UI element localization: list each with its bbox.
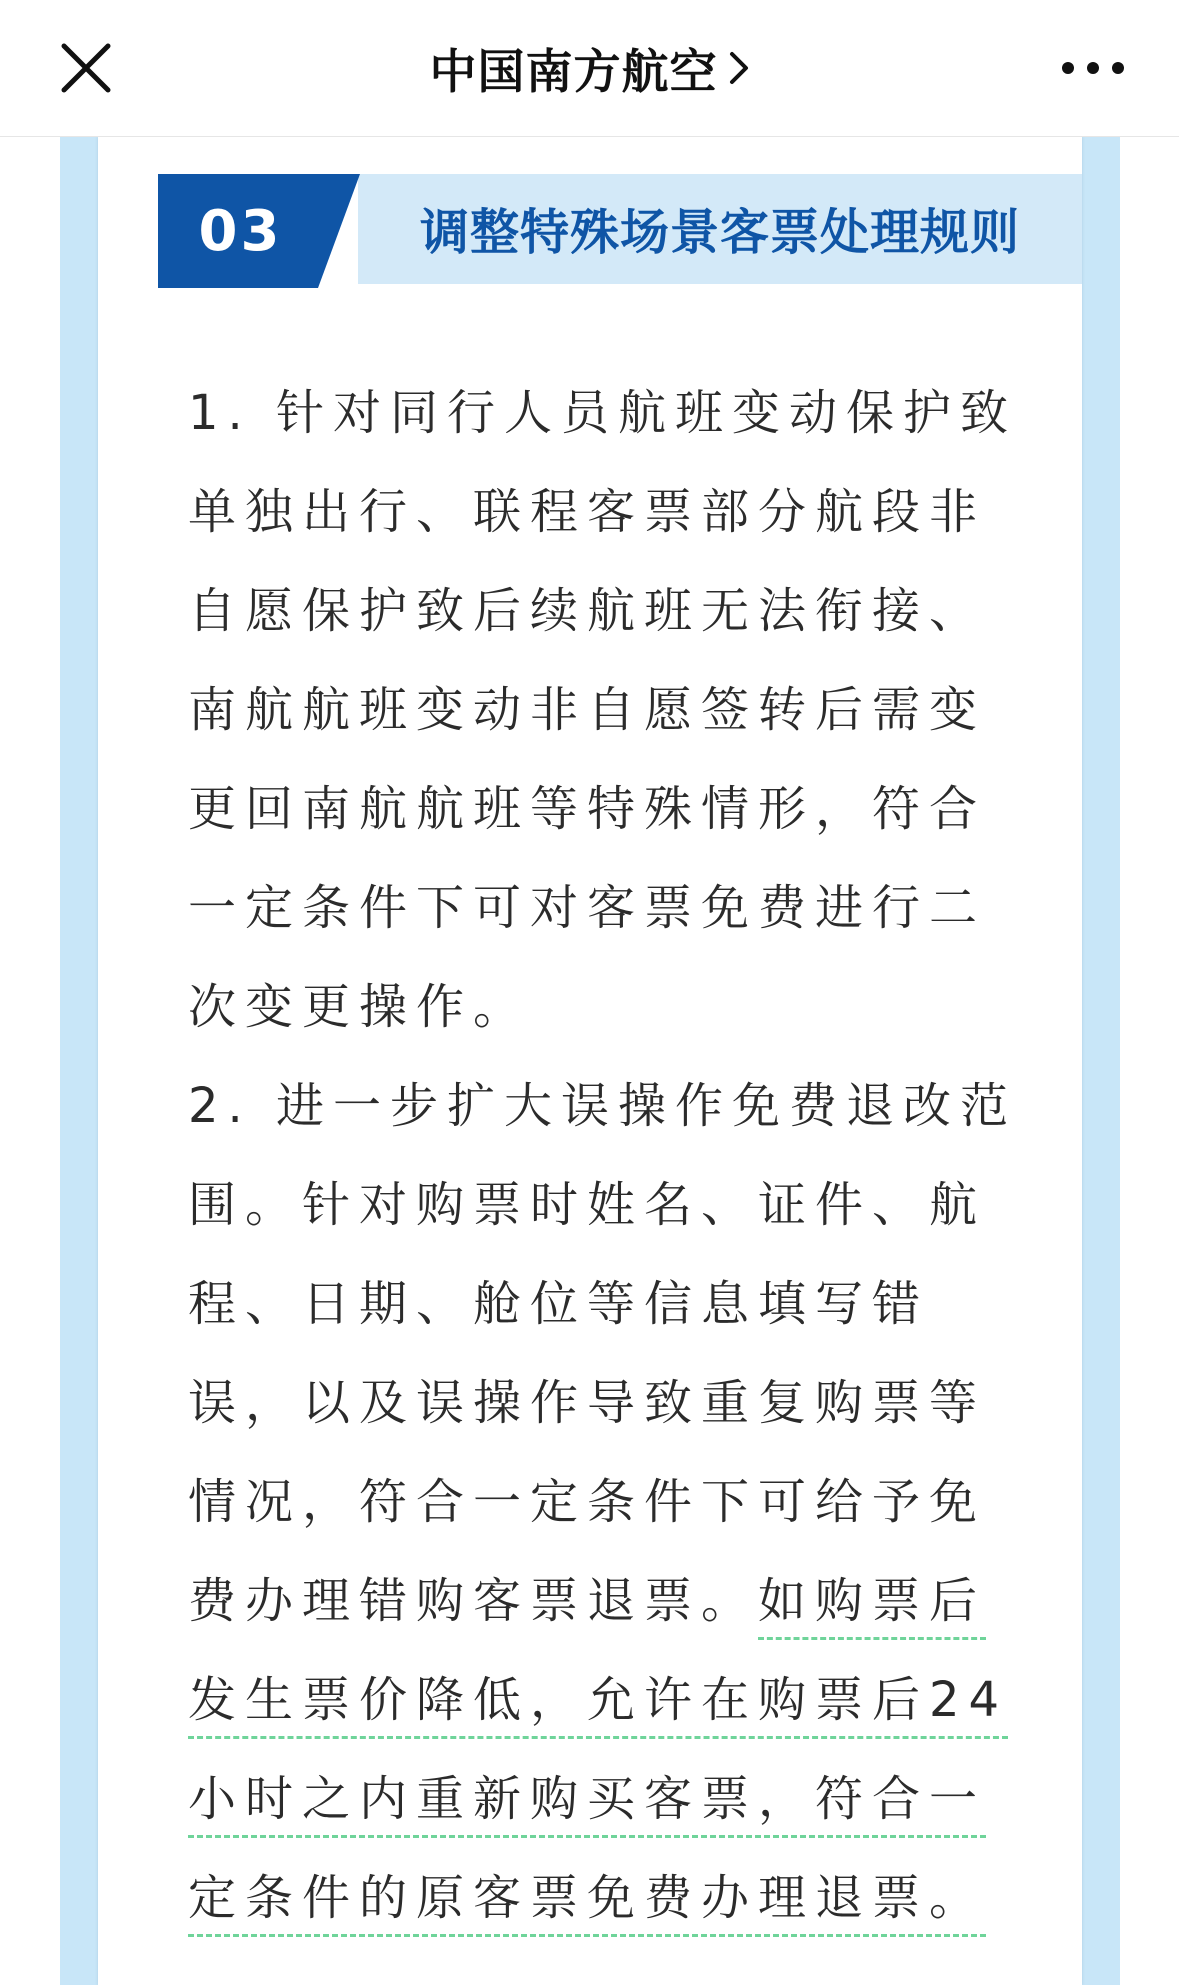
article-line (188, 1453, 992, 1552)
left-frame-border (60, 137, 98, 1985)
article-text: 单独出行、联程客票部分航段非 (188, 484, 987, 540)
article-text: 2. 进一步扩大误操作免费退改范 (188, 1078, 1018, 1134)
section-number: 03 (198, 198, 283, 264)
article-line (188, 958, 992, 1057)
article-text: 围。针对购票时姓名、证件、航 (188, 1177, 987, 1233)
article-line (188, 463, 992, 562)
page-title: 中国南方航空 (429, 44, 718, 100)
article-line (188, 1750, 992, 1849)
article-line (188, 1651, 1009, 1750)
article-text: 南航航班变动非自愿签转后需变 (188, 682, 987, 738)
article-body (188, 364, 1018, 1948)
article-line (188, 661, 992, 760)
article-line (188, 760, 992, 859)
article-text: 自愿保护致后续航班无法衔接、 (188, 583, 987, 639)
more-icon[interactable] (1060, 56, 1126, 80)
article-line (188, 1156, 992, 1255)
article-text: 一定条件下可对客票免费进行二 (188, 880, 987, 936)
article-line (188, 859, 992, 958)
article-line (188, 1552, 992, 1651)
article-text: 费办理错购客票退票。 (188, 1573, 759, 1629)
highlighted-text: 发生票价降低，允许在购票后24 (188, 1672, 1008, 1739)
article-text: 更回南航航班等特殊情形，符合 (188, 781, 987, 837)
right-frame-border (1082, 137, 1120, 1985)
article-line (188, 1849, 992, 1948)
highlighted-text: 小时之内重新购买客票，符合一 (188, 1771, 986, 1838)
article-text: 程、日期、舱位等信息填写错 (188, 1276, 930, 1332)
article-line (188, 364, 1018, 463)
article-line (188, 1255, 992, 1354)
article-text: 1. 针对同行人员航班变动保护致 (188, 385, 1018, 441)
article-text: 误，以及误操作导致重复购票等 (188, 1375, 987, 1431)
article-line (188, 562, 992, 661)
article-text: 次变更操作。 (188, 979, 531, 1035)
account-title-link[interactable] (0, 0, 1179, 136)
article-line (188, 1057, 1018, 1156)
article-text: 情况，符合一定条件下可给予免 (188, 1474, 987, 1530)
highlighted-text: 定条件的原客票免费办理退票。 (188, 1870, 986, 1937)
highlighted-text: 如购票后 (758, 1573, 986, 1640)
article-line (188, 1354, 992, 1453)
chevron-right-icon (728, 50, 750, 86)
top-navbar (0, 0, 1179, 137)
section-heading (158, 174, 1082, 288)
section-title: 调整特殊场景客票处理规则 (420, 204, 1021, 261)
